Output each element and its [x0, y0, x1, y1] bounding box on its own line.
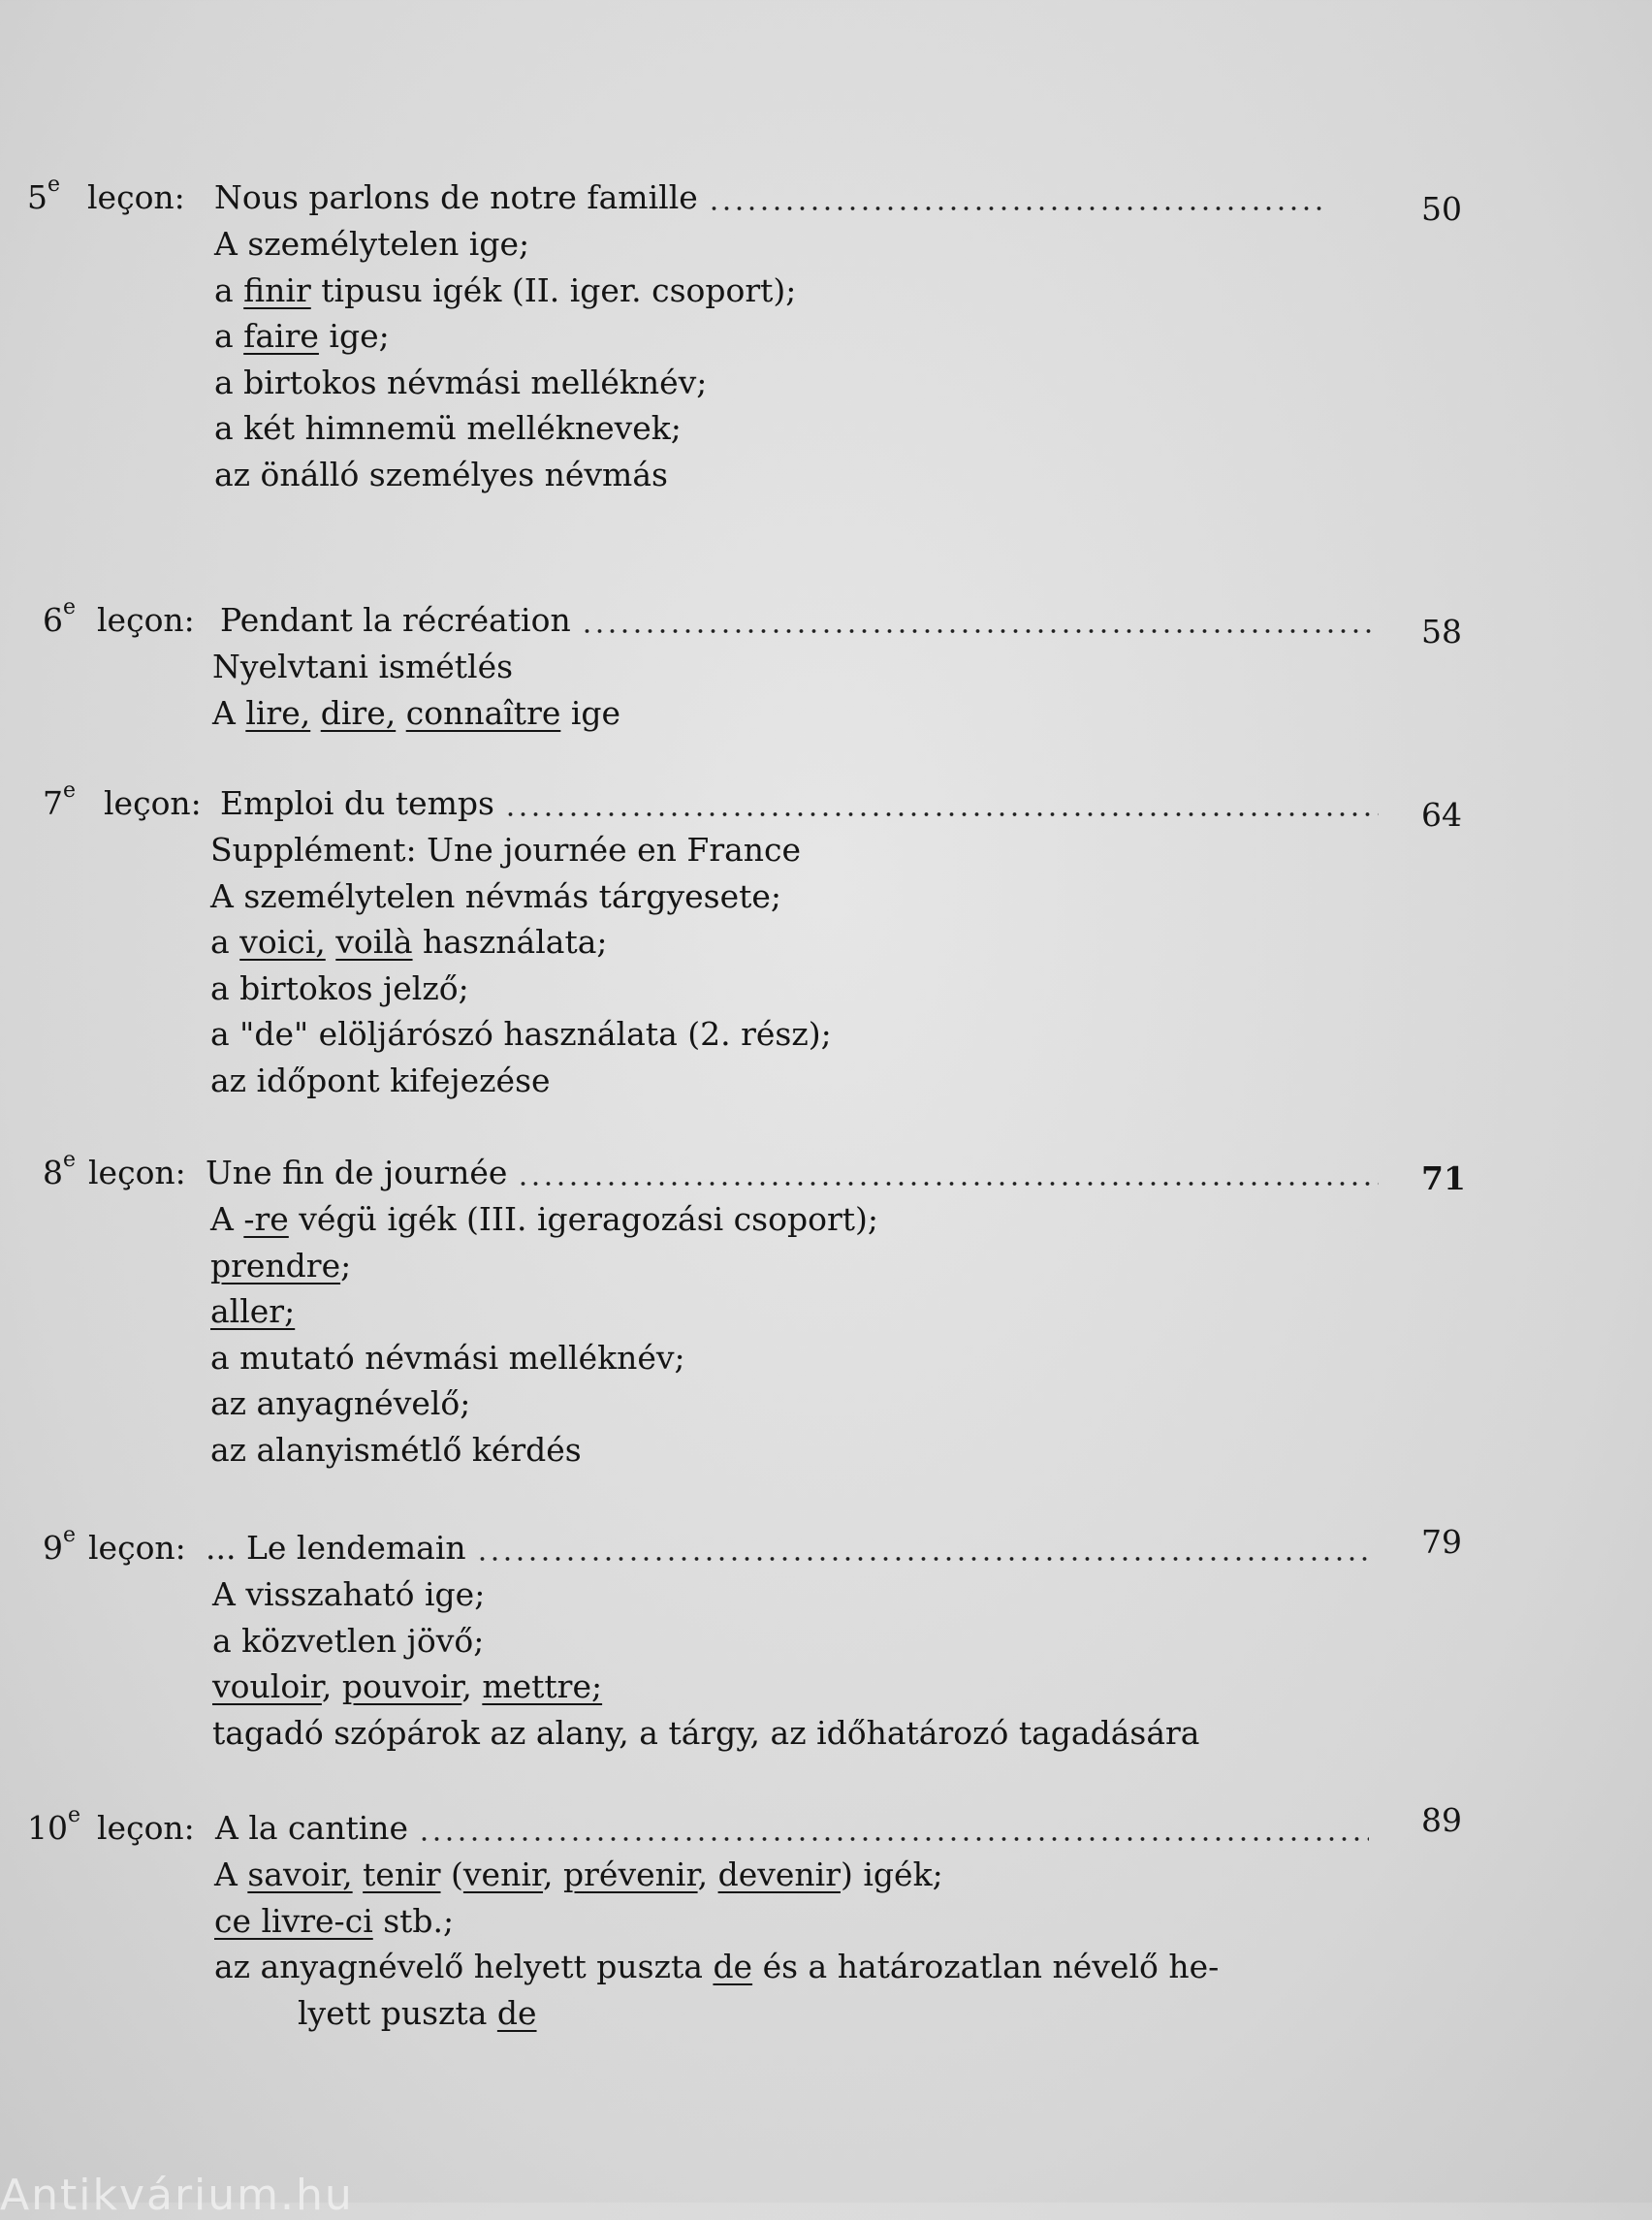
topic-line: [210, 966, 1471, 1012]
topic-text: lyett puszta: [298, 1993, 497, 2032]
topic-text: A: [210, 1200, 244, 1238]
page-number: 71: [1421, 1159, 1466, 1197]
topic-line: [210, 1243, 1471, 1289]
topic-line: [214, 1852, 1475, 1898]
lesson-title: Pendant la récréation: [220, 601, 571, 639]
topic-text: A: [212, 693, 246, 732]
topic-text: végü igék (III. igeragozási csoport);: [288, 1200, 878, 1238]
lesson-heading: [0, 1801, 1652, 1852]
topic-line: [212, 1571, 1473, 1618]
topic-text: (: [440, 1855, 463, 1893]
topic-text: A: [214, 1855, 248, 1893]
topic-line: [212, 1618, 1473, 1665]
topic-text: használata;: [412, 923, 608, 961]
topic-text: [396, 694, 406, 732]
topic-text: az időpont kifejezése: [210, 1061, 551, 1099]
lesson-title: Nous parlons de notre famille: [214, 178, 698, 216]
topic-line: [210, 1427, 1471, 1474]
lesson-heading: [0, 1150, 1652, 1196]
underlined-term: voilà: [335, 923, 413, 961]
page-number: 58: [1421, 613, 1462, 650]
topic-line: [214, 405, 1475, 452]
topic-text: ,: [461, 1667, 483, 1705]
lesson-title: A la cantine: [215, 1809, 409, 1847]
lesson-heading: [0, 1525, 1652, 1571]
topic-text: ) igék;: [841, 1855, 943, 1893]
topic-line: [212, 1710, 1473, 1757]
lesson-number: 10e: [27, 1803, 81, 1847]
dot-leader: [708, 206, 1321, 211]
topic-line: [210, 873, 1471, 920]
lesson-word: leçon:: [88, 1154, 186, 1191]
topic-line: [210, 919, 1471, 966]
underlined-term: tenir: [363, 1855, 441, 1893]
lesson-topics: [210, 827, 1471, 1103]
lesson-title-row: [206, 1150, 1379, 1196]
topic-text: a két himnemü melléknevek;: [214, 409, 682, 447]
dot-leader: [504, 811, 1379, 817]
lesson-heading: [0, 778, 1652, 834]
lesson-heading: [0, 595, 1652, 650]
underlined-term: voici,: [239, 923, 326, 961]
topic-text: az önálló személyes névmás: [214, 455, 668, 493]
lesson-number: 9e: [43, 1523, 77, 1567]
topic-line: [210, 1335, 1471, 1381]
page-number: 64: [1421, 796, 1462, 834]
topic-text: [326, 923, 336, 961]
topic-line: [212, 1664, 1473, 1710]
lesson-title-row: [214, 174, 1321, 221]
topic-text: ,: [697, 1855, 718, 1893]
topic-line: [212, 644, 1473, 690]
topic-text: a közvetlen jövő;: [212, 1621, 485, 1660]
topic-line: [214, 1898, 1475, 1945]
topic-text: ,: [543, 1855, 564, 1893]
topic-line: [212, 690, 1473, 737]
lesson-number: 5e: [27, 173, 61, 216]
lesson-number: 7e: [43, 778, 77, 822]
topic-text: a: [214, 270, 244, 309]
topic-line: [214, 1944, 1475, 1990]
underlined-term: prévenir: [563, 1855, 698, 1893]
topic-text: a: [210, 923, 240, 961]
topic-line: [210, 1380, 1471, 1427]
lesson-topics: [214, 1852, 1475, 2036]
lesson-topics: [212, 644, 1473, 736]
page-number: 89: [1421, 1801, 1462, 1839]
topic-line: [214, 313, 1475, 360]
underlined-term: de: [713, 1948, 753, 1985]
topic-line: [214, 221, 1475, 268]
topic-text: tipusu igék (II. iger. csoport);: [310, 270, 797, 309]
topic-line: [214, 268, 1475, 314]
lesson-word: leçon:: [104, 784, 202, 822]
lesson-title: Emploi du temps: [220, 784, 494, 822]
topic-line: [210, 1058, 1471, 1104]
page-number: 79: [1421, 1523, 1462, 1561]
topic-text: a mutató névmási melléknév;: [210, 1338, 685, 1377]
dot-leader: [418, 1836, 1369, 1842]
lesson-title: ... Le lendemain: [206, 1529, 466, 1567]
underlined-term: venir: [462, 1855, 544, 1893]
topic-text: Supplément: Une journée en France: [210, 831, 802, 869]
lesson-title-row: [206, 1525, 1369, 1571]
dot-leader: [581, 628, 1379, 634]
underlined-term: mettre;: [482, 1667, 603, 1705]
watermark: Antikvárium.hu: [0, 2171, 354, 2220]
underlined-term: finir: [243, 270, 311, 309]
underlined-term: prendre: [210, 1246, 341, 1284]
topic-text: A visszaható ige;: [212, 1575, 486, 1613]
lesson-number: 8e: [43, 1148, 77, 1191]
topic-line: [210, 1011, 1471, 1058]
topic-text: A személytelen ige;: [214, 225, 530, 263]
lesson-topics: [212, 1571, 1473, 1756]
topic-line: [214, 452, 1475, 498]
underlined-term: savoir,: [247, 1855, 353, 1893]
lesson-title-row: [215, 1805, 1369, 1852]
lesson-heading: [0, 173, 1652, 228]
lesson-title-row: [220, 597, 1379, 644]
underlined-term: aller;: [210, 1292, 296, 1330]
lesson-number: 6e: [43, 595, 77, 639]
topic-text: ige;: [318, 317, 390, 355]
underlined-term: faire: [243, 317, 319, 355]
topic-text: [353, 1855, 364, 1893]
topic-text: a birtokos jelző;: [210, 968, 469, 1007]
lesson-topics: [210, 1196, 1471, 1473]
underlined-term: de: [496, 1993, 537, 2032]
underlined-term: dire,: [320, 693, 397, 732]
lesson-title-row: [220, 780, 1379, 827]
topic-line: [214, 1990, 1475, 2037]
topic-text: A személytelen névmás tárgyesete;: [210, 876, 782, 915]
lesson-word: leçon:: [88, 1529, 186, 1567]
topic-text: Nyelvtani ismétlés: [212, 648, 514, 685]
underlined-term: vouloir: [212, 1667, 322, 1705]
topic-text: ige: [560, 693, 621, 732]
underlined-term: pouvoir: [341, 1667, 462, 1705]
topic-text: ,: [321, 1667, 342, 1705]
topic-text: az alanyismétlő kérdés: [210, 1430, 582, 1469]
dot-leader: [517, 1181, 1379, 1187]
lesson-word: leçon:: [87, 178, 185, 216]
topic-text: a: [214, 317, 244, 355]
topic-text: az anyagnévelő helyett puszta: [214, 1948, 714, 1985]
page-number: 50: [1421, 190, 1462, 228]
topic-text: a birtokos névmási melléknév;: [214, 363, 708, 401]
topic-line: [214, 360, 1475, 406]
topic-line: [210, 1196, 1471, 1243]
underlined-term: -re: [243, 1200, 289, 1238]
topic-line: [210, 827, 1471, 873]
underlined-term: ce livre-ci: [214, 1901, 373, 1940]
lesson-word: leçon:: [97, 1809, 195, 1847]
underlined-term: connaître: [405, 693, 561, 732]
topic-text: [310, 694, 321, 732]
lesson-topics: [214, 221, 1475, 497]
topic-text: ;: [340, 1246, 352, 1284]
lesson-title: Une fin de journée: [206, 1154, 508, 1191]
topic-text: az anyagnévelő;: [210, 1384, 471, 1422]
topic-text: stb.;: [372, 1901, 455, 1940]
topic-line: [210, 1288, 1471, 1335]
underlined-term: lire,: [245, 693, 311, 732]
dot-leader: [476, 1556, 1369, 1562]
topic-text: tagadó szópárok az alany, a tárgy, az időhatározó tagadására: [212, 1713, 1200, 1752]
topic-text: és a határozatlan névelő he-: [752, 1948, 1220, 1985]
lesson-word: leçon:: [97, 601, 195, 639]
topic-text: a "de" elöljárószó használata (2. rész);: [210, 1015, 832, 1053]
underlined-term: devenir: [717, 1855, 841, 1893]
